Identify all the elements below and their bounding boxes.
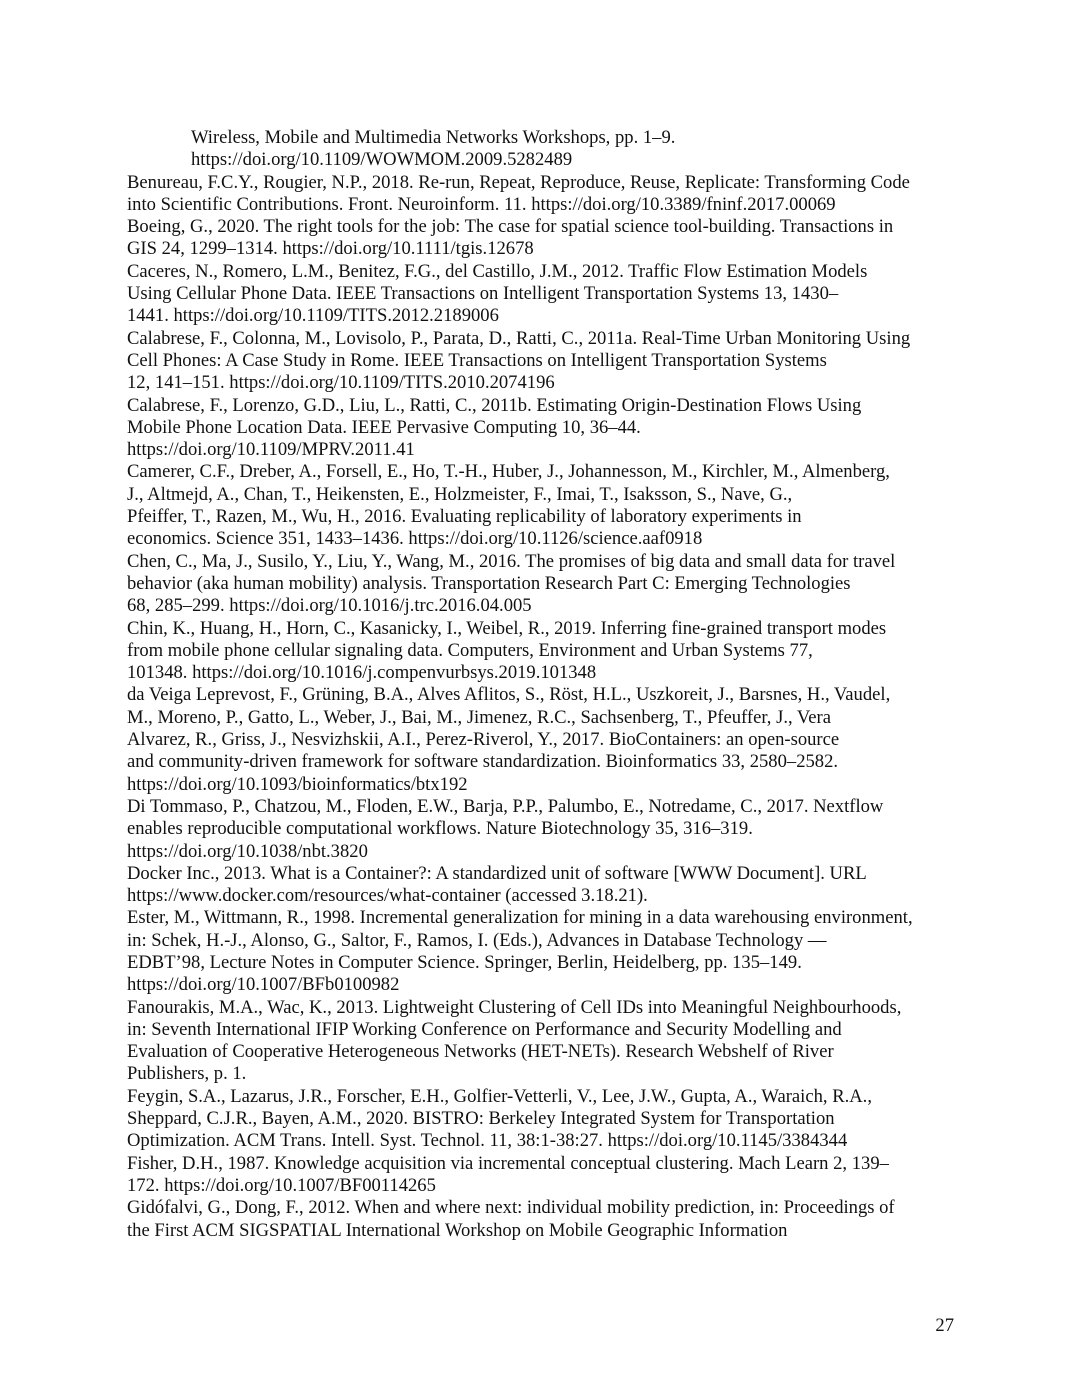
reference-line: Chin, K., Huang, H., Horn, C., Kasanicky, I., Weibel, R., 2019. Inferring fine-grained transport modes bbox=[127, 617, 887, 639]
reference-entry bbox=[127, 684, 957, 795]
reference-entry bbox=[127, 907, 957, 996]
reference-line: Using Cellular Phone Data. IEEE Transactions on Intelligent Transportation Systems 13, 1430– bbox=[127, 283, 839, 305]
reference-line: in: Schek, H.-J., Alonso, G., Saltor, F., Ramos, I. (Eds.), Advances in Database Technology — bbox=[127, 929, 827, 951]
reference-line: 172. https://doi.org/10.1007/BF00114265 bbox=[127, 1174, 436, 1196]
reference-line: Fanourakis, M.A., Wac, K., 2013. Lightweight Clustering of Cell IDs into Meaningful Neighbourhoods, bbox=[127, 996, 902, 1018]
reference-line: Sheppard, C.J.R., Bayen, A.M., 2020. BISTRO: Berkeley Integrated System for Transportation bbox=[127, 1108, 835, 1130]
reference-line: Publishers, p. 1. bbox=[127, 1063, 247, 1085]
reference-line: Gidófalvi, G., Dong, F., 2012. When and where next: individual mobility prediction, in: Proceedings of bbox=[127, 1197, 895, 1219]
reference-entry bbox=[127, 997, 957, 1086]
reference-line: the First ACM SIGSPATIAL International Workshop on Mobile Geographic Information bbox=[127, 1219, 788, 1241]
reference-entry bbox=[127, 618, 957, 685]
reference-line: Fisher, D.H., 1987. Knowledge acquisition via incremental conceptual clustering. Mach Learn 2, 139– bbox=[127, 1152, 889, 1174]
reference-line: Chen, C., Ma, J., Susilo, Y., Liu, Y., Wang, M., 2016. The promises of big data and small data for travel bbox=[127, 550, 896, 572]
reference-line: Pfeiffer, T., Razen, M., Wu, H., 2016. Evaluating replicability of laboratory experiments in bbox=[127, 506, 802, 528]
reference-entry bbox=[127, 1153, 957, 1198]
reference-line: Optimization. ACM Trans. Intell. Syst. Technol. 11, 38:1-38:27. https://doi.org/10.1145/3384344 bbox=[127, 1130, 848, 1152]
reference-line: Benureau, F.C.Y., Rougier, N.P., 2018. Re-run, Repeat, Reproduce, Reuse, Replicate: Transforming Code bbox=[127, 171, 910, 193]
reference-line: Boeing, G., 2020. The right tools for the job: The case for spatial science tool-building. Transactions in bbox=[127, 216, 894, 238]
reference-line: economics. Science 351, 1433–1436. https://doi.org/10.1126/science.aaf0918 bbox=[127, 528, 703, 550]
reference-entry bbox=[127, 461, 957, 550]
reference-line: EDBT’98, Lecture Notes in Computer Science. Springer, Berlin, Heidelberg, pp. 135–149. bbox=[127, 951, 802, 973]
reference-line: https://doi.org/10.1038/nbt.3820 bbox=[127, 840, 368, 862]
reference-line: Camerer, C.F., Dreber, A., Forsell, E., Ho, T.-H., Huber, J., Johannesson, M., Kirchler, M., Almenberg, bbox=[127, 461, 890, 483]
reference-line: GIS 24, 1299–1314. https://doi.org/10.1111/tgis.12678 bbox=[127, 238, 534, 260]
reference-entry bbox=[127, 261, 957, 328]
reference-line: enables reproducible computational workflows. Nature Biotechnology 35, 316–319. bbox=[127, 818, 753, 840]
reference-entry bbox=[127, 172, 957, 217]
reference-line: Ester, M., Wittmann, R., 1998. Incremental generalization for mining in a data warehousing environment, bbox=[127, 907, 913, 929]
reference-line: https://doi.org/10.1109/MPRV.2011.41 bbox=[127, 439, 415, 461]
reference-entry bbox=[127, 1086, 957, 1153]
page-number: 27 bbox=[935, 1315, 954, 1336]
reference-line: Mobile Phone Location Data. IEEE Pervasive Computing 10, 36–44. bbox=[127, 416, 641, 438]
reference-list bbox=[127, 127, 957, 1242]
reference-entry bbox=[127, 796, 957, 863]
reference-line: behavior (aka human mobility) analysis. Transportation Research Part C: Emerging Technologies bbox=[127, 572, 851, 594]
reference-entry bbox=[127, 395, 957, 462]
reference-line: Calabrese, F., Colonna, M., Lovisolo, P., Parata, D., Ratti, C., 2011a. Real-Time Urban Monitoring Using bbox=[127, 327, 911, 349]
reference-line: Docker Inc., 2013. What is a Container?: A standardized unit of software [WWW Document]. URL bbox=[127, 862, 867, 884]
reference-entry bbox=[127, 216, 957, 261]
reference-line: into Scientific Contributions. Front. Neuroinform. 11. https://doi.org/10.3389/fninf.2017.00069 bbox=[127, 193, 836, 215]
reference-line: in: Seventh International IFIP Working Conference on Performance and Security Modelling and bbox=[127, 1018, 842, 1040]
reference-line: da Veiga Leprevost, F., Grüning, B.A., Alves Aflitos, S., Röst, H.L., Uszkoreit, J., Barsnes, H., Vaudel, bbox=[127, 684, 891, 706]
reference-entry bbox=[127, 1197, 957, 1242]
reference-line: Evaluation of Cooperative Heterogeneous Networks (HET-NETs). Research Webshelf of River bbox=[127, 1041, 834, 1063]
reference-line: J., Altmejd, A., Chan, T., Heikensten, E., Holzmeister, F., Imai, T., Isaksson, S., Nave, G., bbox=[127, 483, 793, 505]
reference-line: Cell Phones: A Case Study in Rome. IEEE Transactions on Intelligent Transportation Systems bbox=[127, 349, 827, 371]
reference-line: 68, 285–299. https://doi.org/10.1016/j.trc.2016.04.005 bbox=[127, 595, 532, 617]
reference-entry bbox=[127, 551, 957, 618]
reference-entry bbox=[127, 863, 957, 908]
reference-line: and community-driven framework for software standardization. Bioinformatics 33, 2580–2582. bbox=[127, 751, 839, 773]
reference-line: https://doi.org/10.1093/bioinformatics/btx192 bbox=[127, 773, 468, 795]
reference-line: https://doi.org/10.1007/BFb0100982 bbox=[127, 974, 400, 996]
reference-line: Wireless, Mobile and Multimedia Networks Workshops, pp. 1–9. bbox=[191, 127, 676, 148]
reference-line: Caceres, N., Romero, L.M., Benitez, F.G., del Castillo, J.M., 2012. Traffic Flow Estimation Models bbox=[127, 260, 868, 282]
reference-line: 1441. https://doi.org/10.1109/TITS.2012.2189006 bbox=[127, 305, 499, 327]
reference-line: Di Tommaso, P., Chatzou, M., Floden, E.W., Barja, P.P., Palumbo, E., Notredame, C., 2017. Nextflow bbox=[127, 795, 884, 817]
reference-line: from mobile phone cellular signaling data. Computers, Environment and Urban Systems 77, bbox=[127, 639, 813, 661]
reference-line: 12, 141–151. https://doi.org/10.1109/TITS.2010.2074196 bbox=[127, 372, 555, 394]
reference-continuation bbox=[127, 127, 957, 172]
reference-line: M., Moreno, P., Gatto, L., Weber, J., Bai, M., Jimenez, R.C., Sachsenberg, T., Pfeuffer, J., Vera bbox=[127, 706, 831, 728]
reference-line: Alvarez, R., Griss, J., Nesvizhskii, A.I., Perez-Riverol, Y., 2017. BioContainers: an open-source bbox=[127, 729, 840, 751]
reference-line: Feygin, S.A., Lazarus, J.R., Forscher, E.H., Golfier-Vetterli, V., Lee, J.W., Gupta, A., Waraich, R.A., bbox=[127, 1085, 872, 1107]
reference-line: https://www.docker.com/resources/what-container (accessed 3.18.21). bbox=[127, 885, 648, 907]
reference-line: 101348. https://doi.org/10.1016/j.compenvurbsys.2019.101348 bbox=[127, 662, 597, 684]
reference-entry bbox=[127, 328, 957, 395]
reference-line: https://doi.org/10.1109/WOWMOM.2009.5282489 bbox=[191, 149, 573, 171]
reference-line: Calabrese, F., Lorenzo, G.D., Liu, L., Ratti, C., 2011b. Estimating Origin-Destination Flows Using bbox=[127, 394, 862, 416]
